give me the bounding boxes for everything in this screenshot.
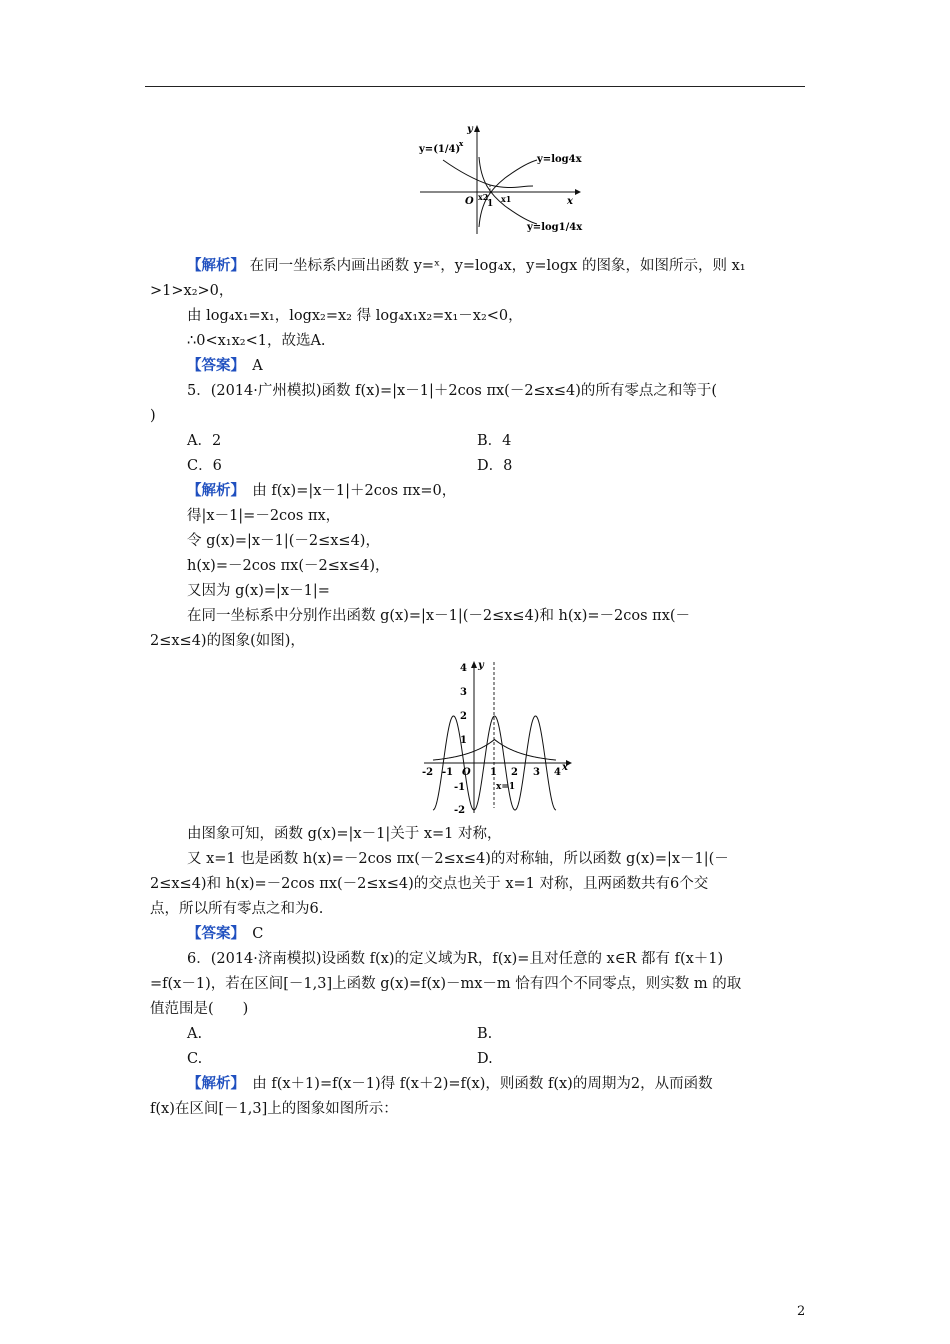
fig1-label-log4: y=log4x: [537, 154, 582, 165]
fig2-xtick-4: 4: [554, 767, 561, 778]
option-5b: B．4: [477, 433, 512, 449]
fig2-ytick-4: 4: [460, 663, 467, 674]
fig2-origin-label: O: [462, 767, 471, 778]
text-line-31: 【解析】 由 f(x＋1)=f(x－1)得 f(x＋2)=f(x)，则函数 f(x)的周期为2，从而函数: [187, 1075, 713, 1092]
fig2-ytick-2: 2: [460, 711, 467, 722]
fig2-curve-g: [433, 740, 556, 761]
option-5c: C．6: [187, 458, 222, 474]
text-line-19: 由图象可知，函数 g(x)=|x－1|关于 x=1 对称，: [187, 826, 502, 842]
fig2-ytick-neg2: -2: [454, 805, 466, 816]
fig1-one-label: 1: [487, 199, 494, 209]
option-5a: A．2: [187, 433, 222, 449]
fig2-ytick-3: 3: [460, 687, 467, 698]
text-line-20: 又 x=1 也是函数 h(x)=－2cos πx(－2≤x≤4)的对称轴，所以函数 g(x)=|x－1|(－: [187, 851, 729, 867]
text-line-03: 由 log₄x₁=x₁，logx₂=x₂ 得 log₄x₁x₂=x₁－x₂<0，: [187, 308, 523, 324]
fig2-xtick-neg2: -2: [422, 767, 434, 778]
fig2-x-axis-label: x: [562, 762, 568, 773]
text-line-02: >1>x₂>0，: [150, 283, 234, 299]
text-line-12: 【解析】 由 f(x)=|x－1|＋2cos πx=0，: [187, 482, 457, 499]
text-line-16: 又因为 g(x)=|x－1|=: [187, 583, 330, 599]
text-line-01: 【解析】 在同一坐标系内画出函数 y=ˣ，y=log₄x，y=logx 的图象，如图所示，则 x₁: [187, 257, 746, 274]
text-line-15: h(x)=－2cos πx(－2≤x≤4)，: [187, 558, 390, 574]
text-line-25: =f(x－1)，若在区间[－1,3]上函数 g(x)=f(x)－mx－m 恰有四个不同零点，则实数 m 的取: [150, 976, 742, 992]
fig1-origin-label: O: [465, 196, 474, 207]
option-5d: D．8: [477, 458, 513, 474]
text-line-26: 值范围是( ): [150, 1001, 249, 1017]
fig2-ytick-1: 1: [460, 735, 467, 746]
fig2-ytick-neg1: -1: [454, 782, 466, 793]
text-line-32: f(x)在区间[－1,3]上的图象如图所示：: [150, 1101, 398, 1117]
text-line-24: 6．(2014·济南模拟)设函数 f(x)的定义域为R，f(x)=且对任意的 x∈R 都有 f(x＋1): [187, 951, 724, 967]
option-6a: A.: [187, 1026, 203, 1042]
header-rule: [145, 86, 805, 87]
option-6b: B.: [477, 1026, 493, 1042]
fig2-xtick-3: 3: [533, 767, 540, 778]
fig1-y-axis-label: y: [467, 124, 473, 135]
text-line-13: 得|x－1|=－2cos πx，: [187, 508, 341, 524]
fig1-x1-label: x1: [501, 194, 512, 204]
fig2-xtick-2: 2: [511, 767, 518, 778]
fig1-label-y-quarter: y=(1/4): [419, 144, 461, 155]
option-6d: D.: [477, 1051, 493, 1067]
figure-cos-graphs: [418, 658, 580, 818]
fig2-xtick-1: 1: [490, 767, 497, 778]
text-line-21: 2≤x≤4)和 h(x)=－2cos πx(－2≤x≤4)的交点也关于 x=1 对称，且两函数共有6个交: [150, 876, 709, 892]
text-line-23: 【答案】 C: [187, 925, 264, 942]
fig2-axis-line-label: x=1: [496, 782, 516, 792]
fig2-xtick-neg1: -1: [442, 767, 454, 778]
option-6c: C.: [187, 1051, 203, 1067]
text-line-22: 点，所以所有零点之和为6.: [150, 901, 324, 917]
fig1-x2-label: x2: [478, 192, 489, 202]
page-number: 2: [797, 1304, 806, 1319]
fig1-label-y-quarter-exp: x: [459, 139, 464, 148]
text-line-07: ): [150, 408, 156, 424]
fig1-label-log-quarter: y=log1/4x: [527, 222, 583, 233]
text-line-18: 2≤x≤4)的图象(如图)，: [150, 633, 305, 649]
figure-log-graphs: [415, 122, 595, 240]
text-line-04: ∴0<x₁x₂<1，故选A.: [187, 333, 326, 349]
text-line-17: 在同一坐标系中分别作出函数 g(x)=|x－1|(－2≤x≤4)和 h(x)=－2cos πx(－: [187, 608, 691, 624]
fig2-y-axis-label: y: [478, 660, 484, 671]
fig1-x-axis-label: x: [567, 196, 573, 207]
text-line-05: 【答案】 A: [187, 357, 263, 374]
text-line-14: 令 g(x)=|x－1|(－2≤x≤4)，: [187, 533, 380, 549]
text-line-06: 5．(2014·广州模拟)函数 f(x)=|x－1|＋2cos πx(－2≤x≤4)的所有零点之和等于(: [187, 383, 718, 399]
